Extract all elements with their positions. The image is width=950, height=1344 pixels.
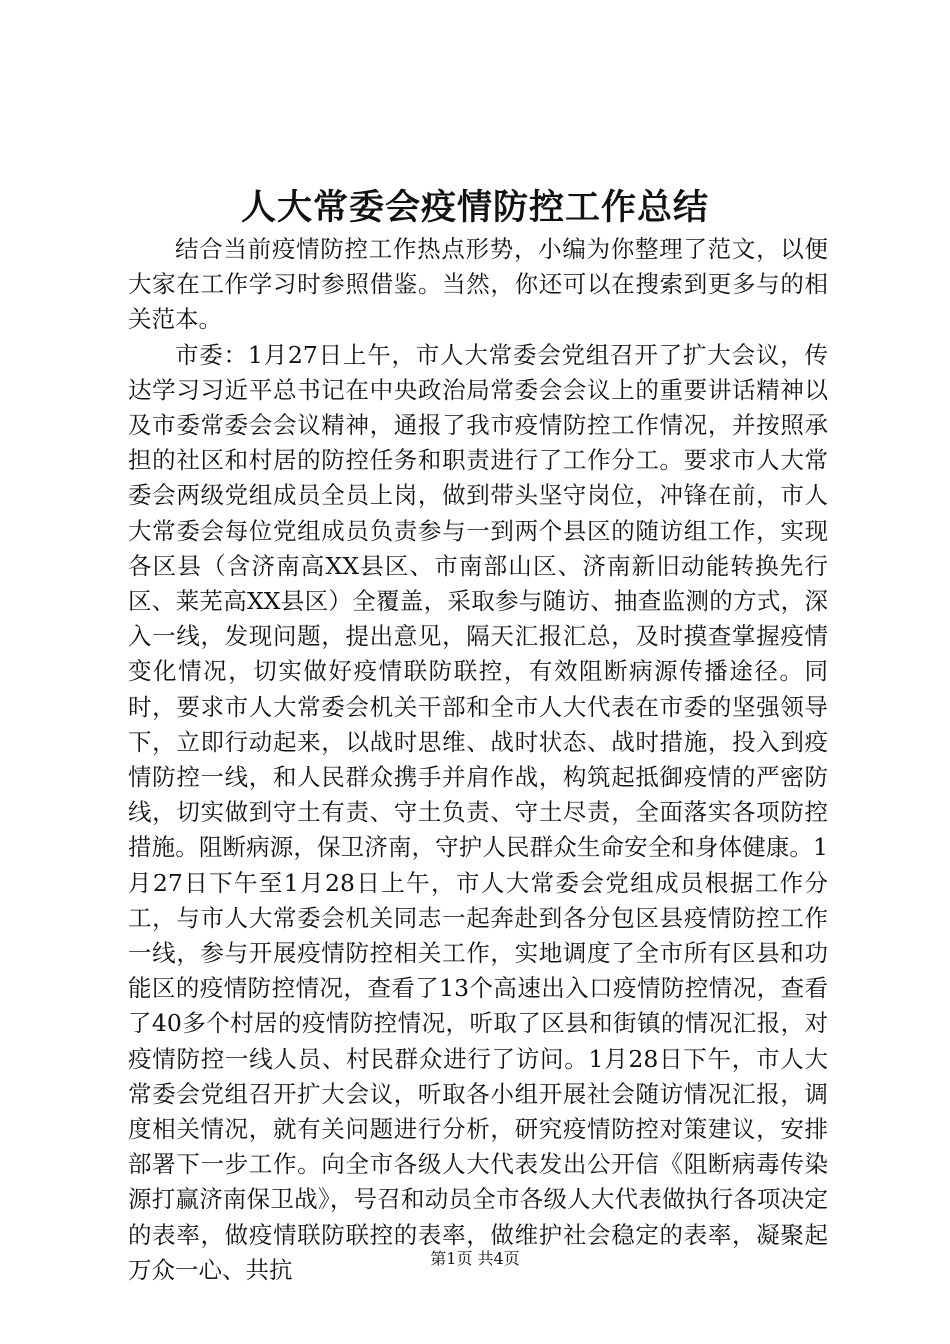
page-number-footer: 第1页 共4页 [430, 1249, 520, 1268]
document-body [128, 232, 828, 1288]
document-title: 人大常委会疫情防控工作总结 [240, 187, 709, 228]
paragraph-main: 市委：1月27日上午，市人大常委会党组召开了扩大会议，传达学习习近平总书记在中央政治局常委会会议上的重要讲话精神以及市委常委会会议精神，通报了我市疫情防控工作情况，并按照承担的社区和村居的防控任务和职责进行了工作分工。要求市人大常委会两级党组成员全员上岗，做到带头坚守岗位，冲锋在前，市人大常委会每位党组成员负责参与一到两个县区的随访组工作，实现各区县（含济南高XX县区、市南部山区、济南新旧动能转换先行区、莱芜高XX县区）全覆盖，采取参与随访、抽查监测的方式，深入一线，发现问题，提出意见，隔天汇报汇总，及时摸查掌握疫情变化情况，切实做好疫情联防联控，有效阻断病源传播途径。同时，要求市人大常委会机关干部和全市人大代表在市委的坚强领导下，立即行动起来，以战时思维、战时状态、战时措施，投入到疫情防控一线，和人民群众携手并肩作战，构筑起抵御疫情的严密防线，切实做到守土有责、守土负责、守土尽责，全面落实各项防控措施。阻断病源，保卫济南，守护人民群众生命安全和身体健康。1月27日下午至1月28日上午，市人大常委会党组成员根据工作分工，与市人大常委会机关同志一起奔赴到各分包区县疫情防控工作一线，参与开展疫情防控相关工作，实地调度了全市所有区县和功能区的疫情防控情况，查看了13个高速出入口疫情防控情况，查看了40多个村居的疫情防控情况，听取了区县和街镇的情况汇报，对疫情防控一线人员、村民群众进行了访问。1月28日下午，市人大常委会党组召开扩大会议，听取各小组开展社会随访情况汇报，调度相关情况，就有关问题进行分析，研究疫情防控对策建议，安排部署下一步工作。向全市各级人大代表发出公开信《阻断病毒传染源打赢济南保卫战》，号召和动员全市各级人大代表做执行各项决定的表率，做疫情联防联控的表率，做维护社会稳定的表率，凝聚起万众一心、共抗 [128, 340, 828, 1284]
paragraph-intro: 结合当前疫情防控工作热点形势，小编为你整理了范文，以便大家在工作学习时参照借鉴。当然，你还可以在搜索到更多与的相关范本。 [128, 235, 828, 334]
